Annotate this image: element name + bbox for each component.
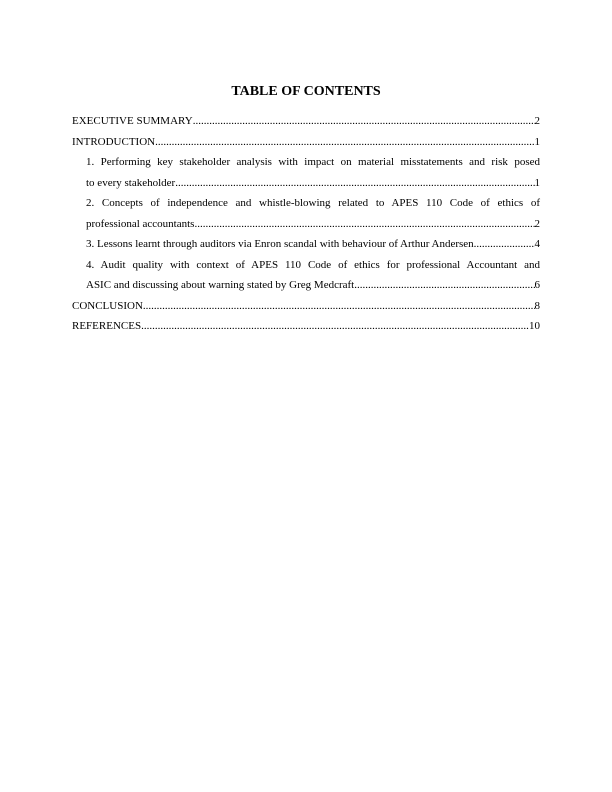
toc-entry-label-line2: ASIC and discussing about warning stated by Greg Medcraft — [86, 279, 355, 291]
toc-entry-audit-quality[interactable] — [72, 255, 540, 296]
toc-page-number: 2 — [534, 217, 540, 230]
toc-entry-label-line1: 2. Concepts of independence and whistle-blowing related to APES 110 Code of ethics of — [86, 197, 540, 209]
toc-entry-conclusion[interactable] — [72, 296, 540, 317]
toc-page-number: 8 — [534, 299, 540, 312]
toc-entry-label: 3. Lessons learnt through auditors via Enron scandal with behaviour of Arthur Andersen — [86, 238, 474, 250]
toc-page-number: 1 — [534, 135, 540, 148]
toc-entry-stakeholder-analysis[interactable] — [72, 152, 540, 193]
toc-page-number: 4 — [534, 238, 540, 250]
toc-leader-dots — [193, 111, 535, 132]
toc-entry-introduction[interactable] — [72, 132, 540, 153]
toc-leader-dots — [143, 296, 535, 317]
toc-entry-label-line2: professional accountants — [86, 217, 195, 230]
toc-leader-dots — [354, 275, 534, 296]
toc-entry-label-line2: to every stakeholder — [86, 176, 176, 189]
toc-entry-executive-summary[interactable] — [72, 111, 540, 132]
toc-leader-dots — [194, 214, 534, 235]
toc-leader-dots — [474, 234, 535, 255]
toc-entry-references[interactable] — [72, 316, 540, 337]
toc-entry-enron-lessons[interactable] — [72, 234, 540, 255]
toc-page-number: 10 — [529, 320, 540, 332]
toc-entry-label: INTRODUCTION — [72, 135, 156, 148]
toc-page-number: 2 — [534, 115, 540, 127]
toc-entry-label-line1: 1. Performing key stakeholder analysis with impact on material misstatements and risk posed — [86, 156, 540, 168]
toc-leader-dots — [155, 132, 534, 153]
toc-entry-label: REFERENCES — [72, 320, 142, 332]
toc-entry-independence-whistle-blowing[interactable] — [72, 193, 540, 234]
table-of-contents — [72, 111, 540, 337]
toc-leader-dots — [141, 316, 529, 337]
toc-entry-label: CONCLUSION — [72, 299, 143, 312]
toc-entry-label: EXECUTIVE SUMMARY — [72, 115, 193, 127]
toc-page-number: 6 — [534, 279, 540, 291]
toc-title: TABLE OF CONTENTS — [231, 84, 381, 99]
toc-leader-dots — [175, 173, 534, 194]
toc-page-number: 1 — [534, 176, 540, 189]
toc-entry-label-line1: 4. Audit quality with context of APES 110 Code of ethics for professional Accountant and — [86, 258, 540, 271]
